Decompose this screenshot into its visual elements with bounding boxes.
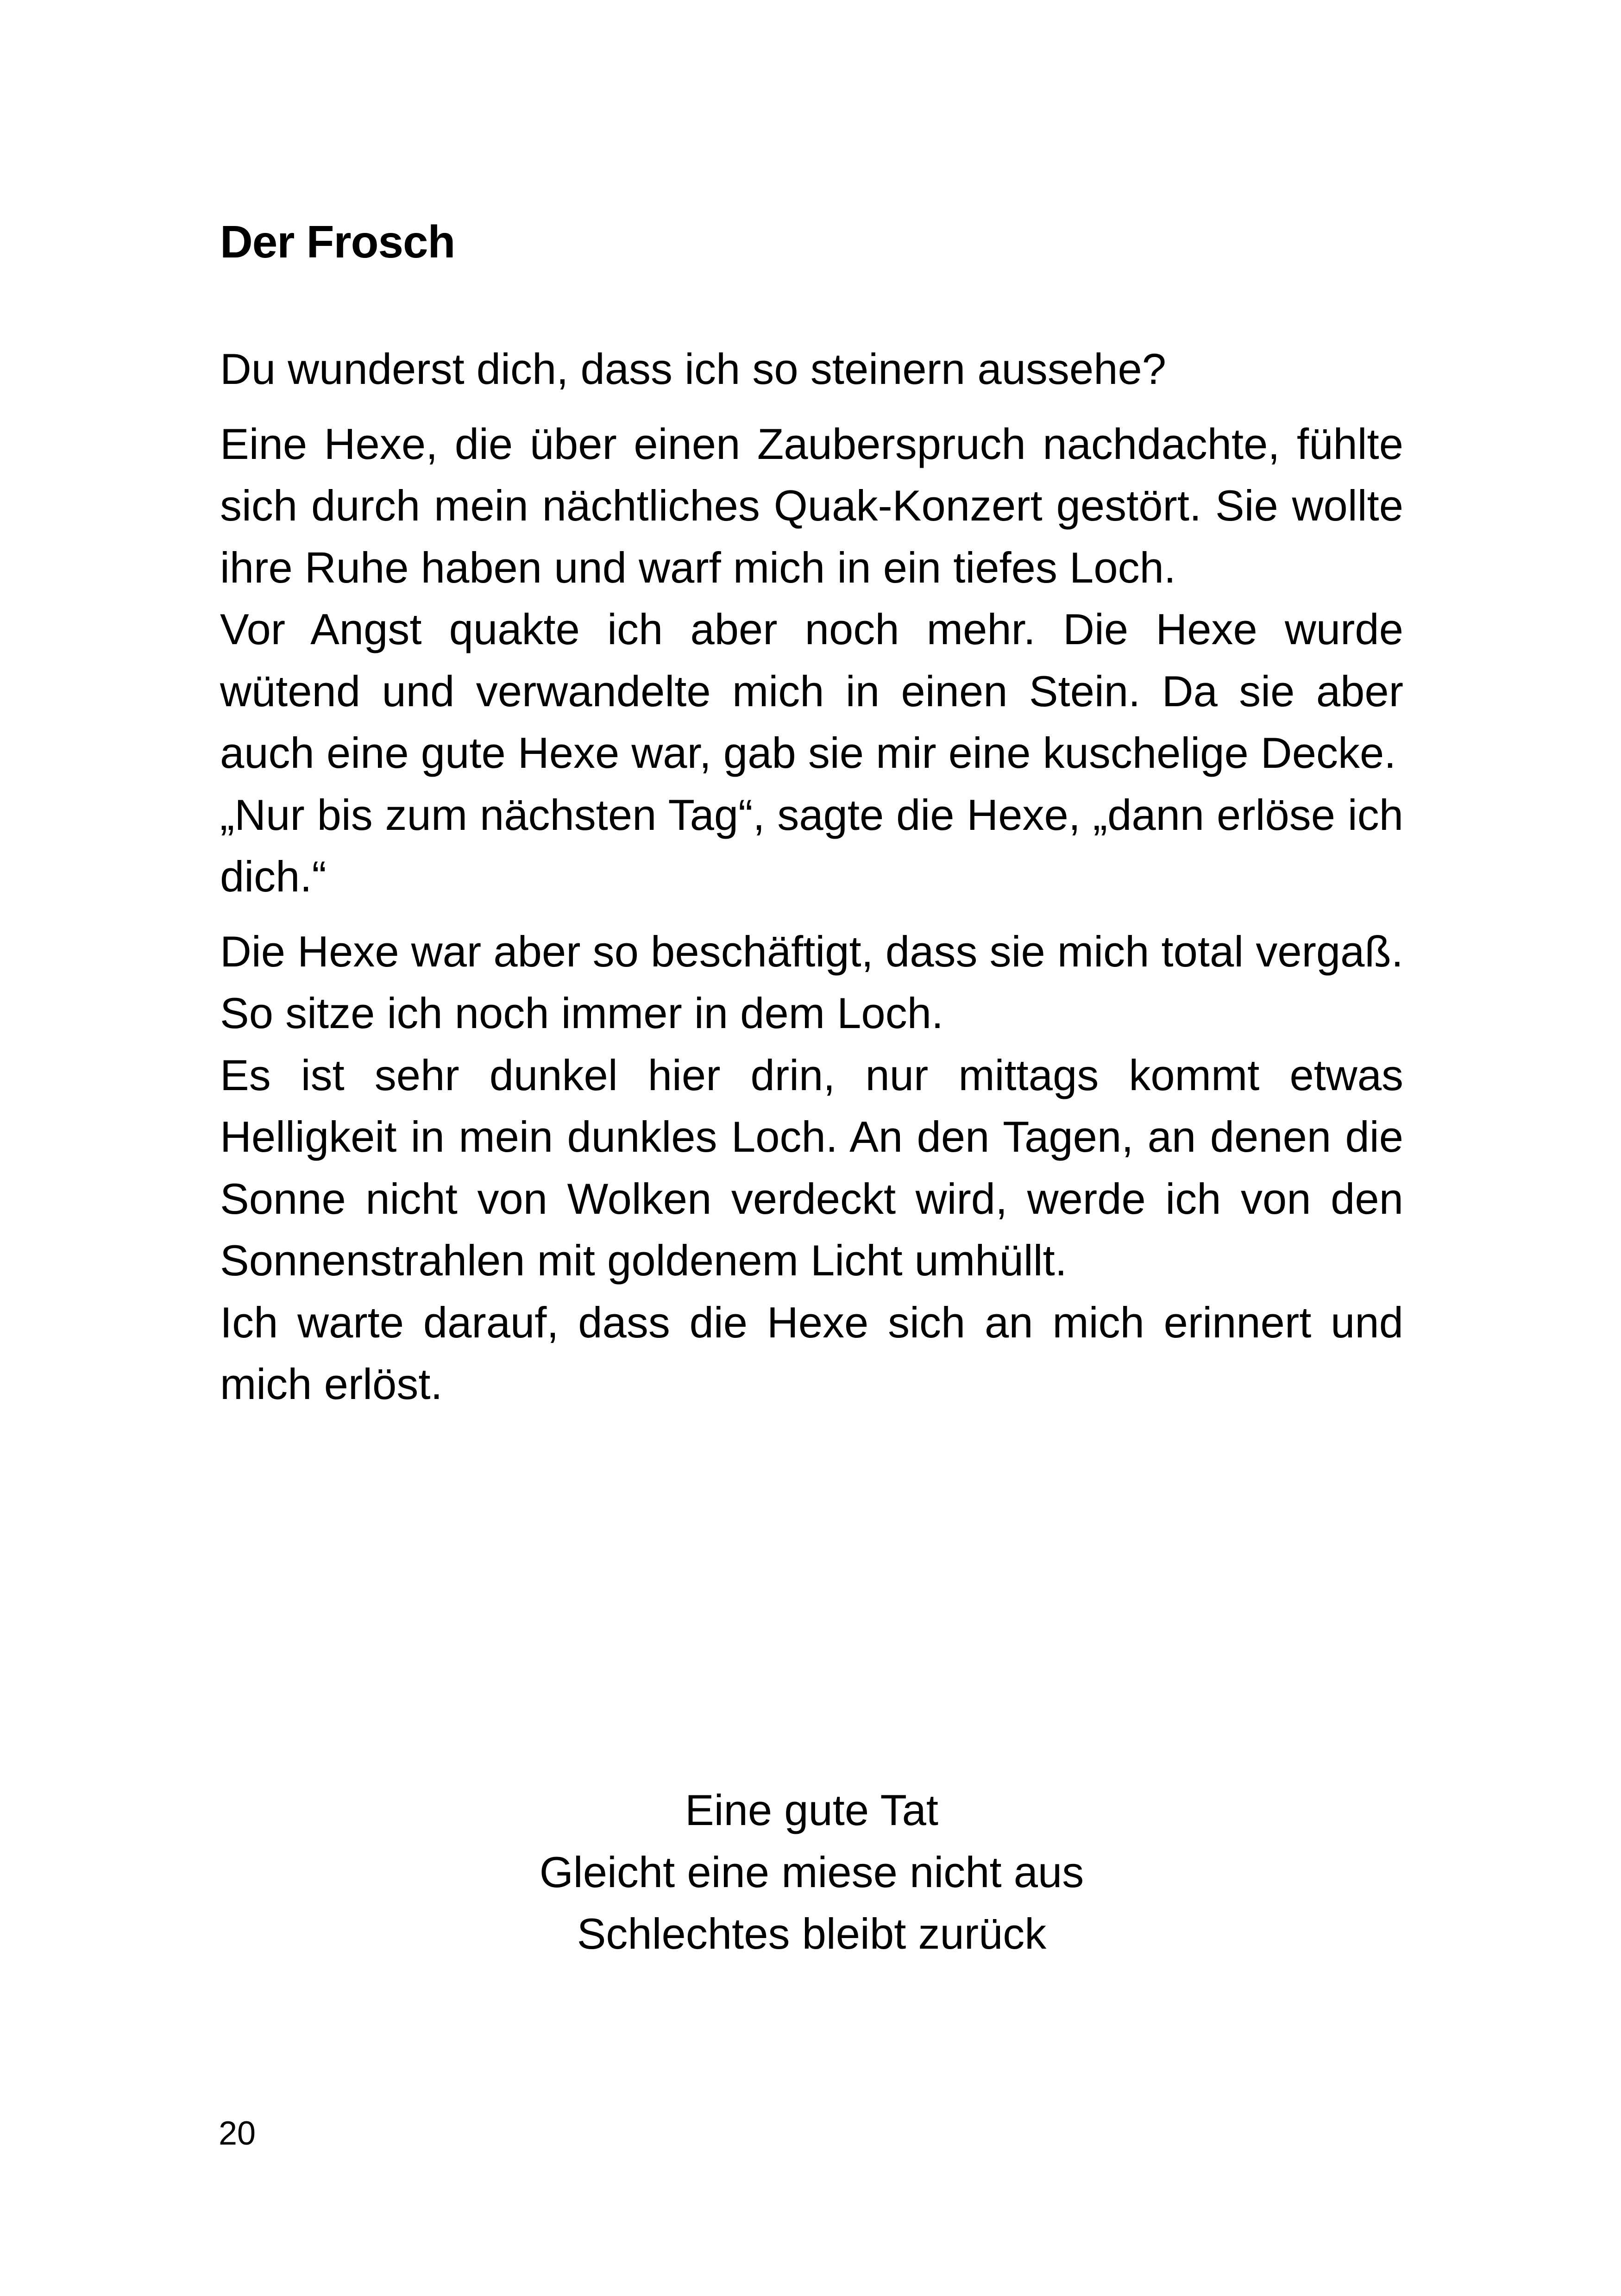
verse-line: Gleicht eine miese nicht aus	[539, 1847, 1084, 1896]
paragraph: Es ist sehr dunkel hier drin, nur mittags kommt etwas Helligkeit in mein dunkles Loch. An den Tagen, an denen die Sonne nicht von Wolken verdeckt wird, werde ich von den Sonnenstrahlen mit goldenem Licht umhüllt.	[220, 1050, 1403, 1285]
page-title: Der Frosch	[220, 216, 455, 267]
paragraph: Du wunderst dich, dass ich so steinern aussehe?	[220, 345, 1167, 393]
paragraph: Die Hexe war aber so beschäftigt, dass sie mich total vergaß. So sitze ich noch immer in dem Loch.	[220, 927, 1403, 1037]
story-text	[220, 338, 1403, 1415]
verse-line: Schlechtes bleibt zurück	[577, 1909, 1047, 1958]
paragraph: Vor Angst quakte ich aber noch mehr. Die Hexe wurde wütend und verwandelte mich in einen Stein. Da sie aber auch eine gute Hexe war, gab sie mir eine kuschelige Decke.	[220, 605, 1403, 777]
paragraph: Ich warte darauf, dass die Hexe sich an mich erinnert und mich erlöst.	[220, 1298, 1403, 1408]
paragraph: Eine Hexe, die über einen Zauberspruch nachdachte, fühlte sich durch mein nächtliches Quak-Konzert gestört. Sie wollte ihre Ruhe haben und warf mich in ein tiefes Loch.	[220, 419, 1403, 592]
page-number: 20	[219, 2115, 256, 2152]
verse-line: Eine gute Tat	[685, 1786, 939, 1834]
haiku-verse	[220, 1779, 1403, 1965]
paragraph: „Nur bis zum nächsten Tag“, sagte die Hexe, „dann erlöse ich dich.“	[220, 790, 1403, 901]
